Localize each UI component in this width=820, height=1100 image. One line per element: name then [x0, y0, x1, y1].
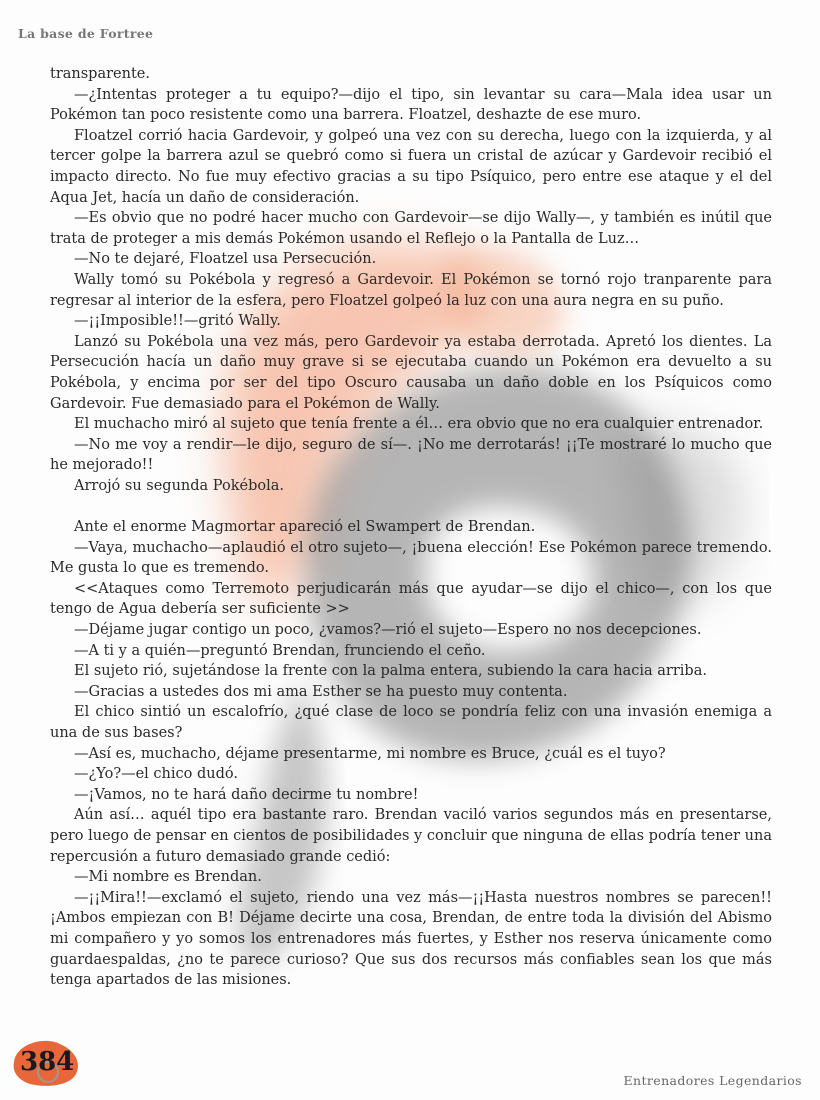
paragraph: —Vaya, muchacho—aplaudió el otro sujeto—, ¡buena elección! Ese Pokémon parece tremendo. Me gusta lo que es tremendo.: [50, 539, 772, 577]
running-header: La base de Fortree: [18, 26, 154, 41]
paragraph-spacer: [50, 496, 772, 517]
paragraph: —Así es, muchacho, déjame presentarme, mi nombre es Bruce, ¿cuál es el tuyo?: [74, 745, 666, 762]
paragraph: —Es obvio que no podré hacer mucho con Gardevoir—se dijo Wally—, y también es inútil que trata de proteger a mis demás Pokémon usando el Reflejo o la Pantalla de Luz…: [50, 210, 772, 247]
paragraph: Lanzó su Pokébola una vez más, pero Gardevoir ya estaba derrotada. Apretó los dientes. La Persecución hacía un daño muy grave si se ejecutaba cuando un Pokémon era devuelto a su Pokébola, y encima por ser del tipo Oscuro causaba un daño doble en los Psíquicos como Gardevoir. Fue demasiado para el Pokémon de Wally.: [50, 333, 772, 412]
paragraph: —No te dejaré, Floatzel usa Persecución.: [74, 251, 377, 268]
paragraph: —¡¡Mira!!—exclamó el sujeto, riendo una vez más—¡¡Hasta nuestros nombres se parecen!! ¡Ambos empiezan con B! Déjame decirte una cosa, Brendan, de entre toda la división del Abismo mi compañero y yo somos los entrenadores más fuertes, y Esther nos reserva únicamente como guardaespaldas, ¿no te parece curioso? Que sus dos recursos más confiables sean los que más tenga apartados de las misiones.: [50, 889, 772, 989]
paragraph: —¿Intentas proteger a tu equipo?—dijo el tipo, sin levantar su cara—Mala idea usar un Pokémon tan poco resistente como una barrera. Floatzel, deshazte de ese muro.: [50, 86, 772, 124]
running-footer: Entrenadores Legendarios: [623, 1073, 802, 1088]
paragraph: Ante el enorme Magmortar apareció el Swampert de Brendan.: [74, 519, 536, 536]
paragraph: —Mi nombre es Brendan.: [74, 869, 262, 886]
paragraph: El chico sintió un escalofrío, ¿qué clase de loco se pondría feliz con una invasión enemiga a una de sus bases?: [50, 704, 772, 741]
body-text: [50, 64, 772, 991]
paragraph: Wally tomó su Pokébola y regresó a Gardevoir. El Pokémon se tornó rojo tranparente para regresar al interior de la esfera, pero Floatzel golpeó la luz con una aura negra en su puño.: [50, 271, 772, 309]
paragraph: —¡Vamos, no te hará daño decirme tu nombre!: [74, 786, 419, 803]
paragraph: transparente.: [50, 66, 150, 82]
paragraph: Floatzel corrió hacia Gardevoir, y golpeó una vez con su derecha, luego con la izquierda, y al tercer golpe la barrera azul se quebró como si fuera un cristal de azúcar y Gardevoir recibió el impacto directo. No fue muy efectivo gracias a su tipo Psíquico, pero entre ese ataque y el del Aqua Jet, hacía un daño de consideración.: [50, 127, 772, 206]
paragraph: <<Ataques como Terremoto perjudicarán más que ayudar—se dijo el chico—, con los que tengo de Agua debería ser suficiente >>: [50, 580, 772, 618]
paragraph: Aún así… aquél tipo era bastante raro. Brendan vaciló varios segundos más en presentarse, pero luego de pensar en cientos de posibilidades y concluir que ninguna de ellas podría tener una repercusión a futuro demasiado grande cedió:: [50, 807, 772, 865]
paragraph: —¿Yo?—el chico dudó.: [74, 766, 238, 783]
paragraph: El sujeto rió, sujetándose la frente con la palma entera, subiendo la cara hacia arriba.: [74, 663, 707, 680]
paragraph: El muchacho miró al sujeto que tenía frente a él… era obvio que no era cualquier entrenador.: [74, 416, 764, 433]
paragraph: —No me voy a rendir—le dijo, seguro de sí—. ¡No me derrotarás! ¡¡Te mostraré lo mucho que he mejorado!!: [50, 436, 772, 474]
paragraph: —Gracias a ustedes dos mi ama Esther se ha puesto muy contenta.: [74, 683, 568, 700]
paragraph: —¡¡Imposible!!—gritó Wally.: [74, 313, 281, 330]
page-number: 384: [20, 1047, 75, 1077]
paragraph: —A ti y a quién—preguntó Brendan, frunciendo el ceño.: [74, 642, 486, 659]
paragraph: —Déjame jugar contigo un poco, ¿vamos?—rió el sujeto—Espero no nos decepciones.: [74, 622, 702, 639]
paragraph: Arrojó su segunda Pokébola.: [74, 477, 284, 494]
